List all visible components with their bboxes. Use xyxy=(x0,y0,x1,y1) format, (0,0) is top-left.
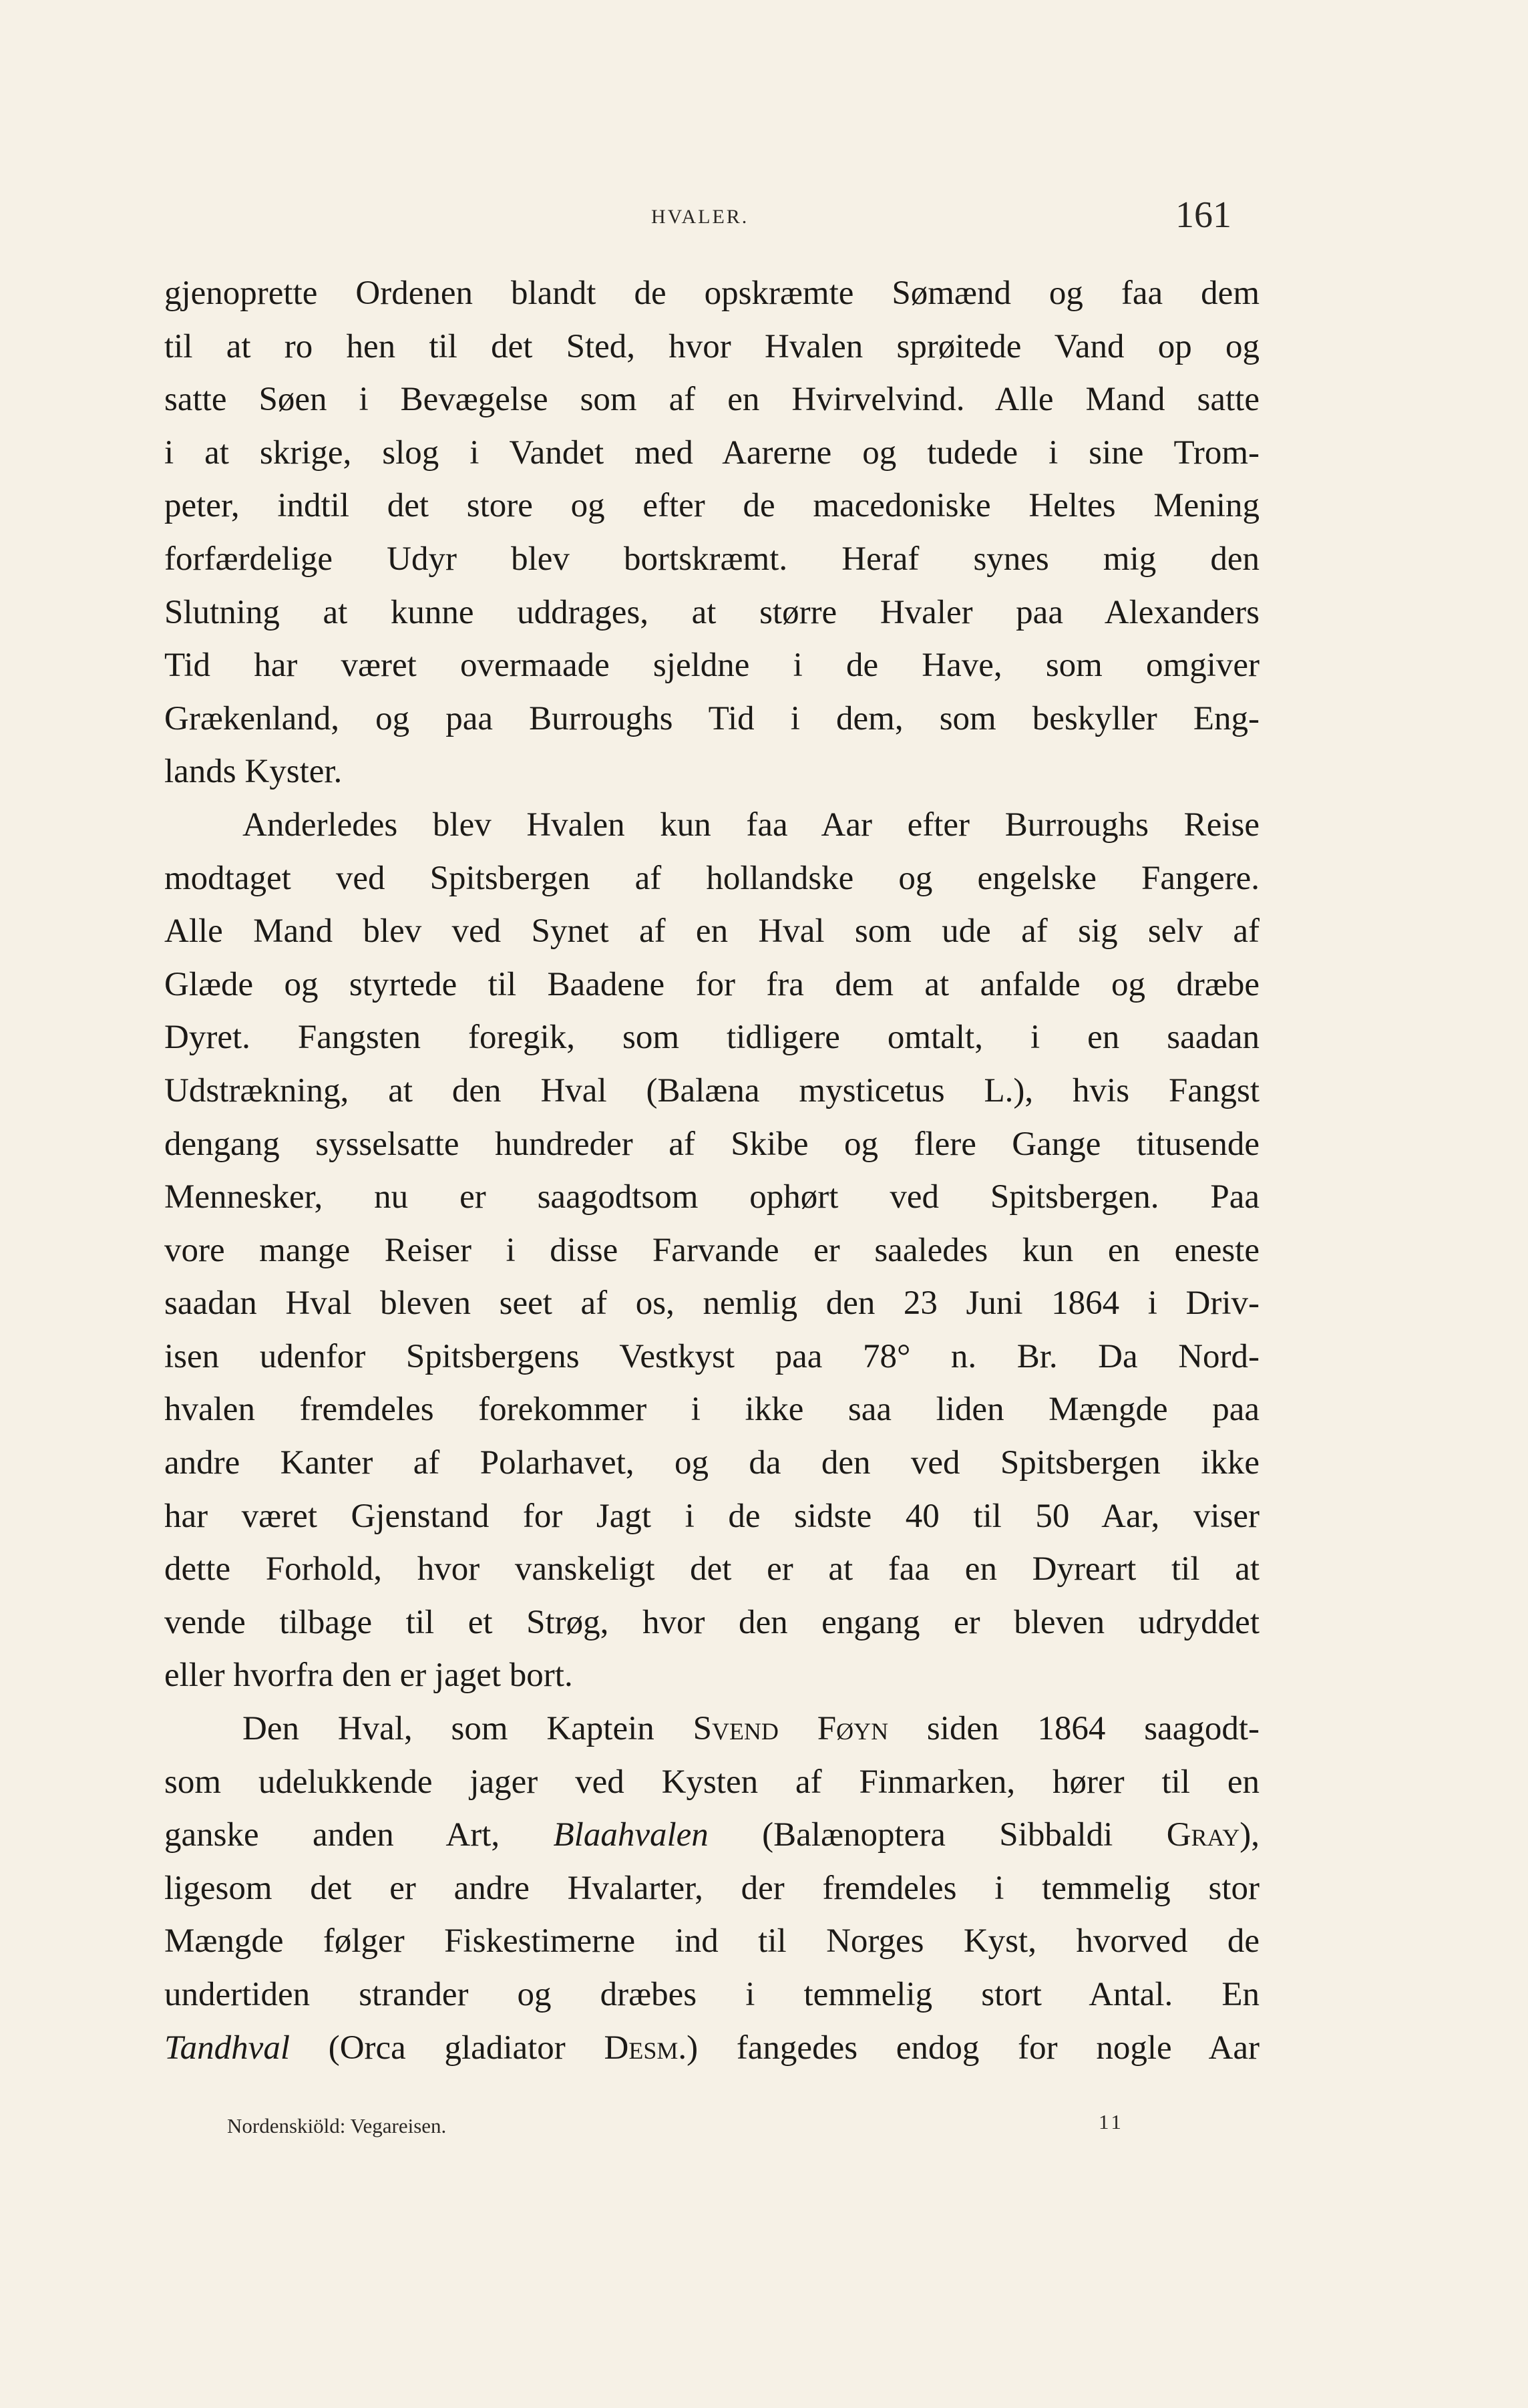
text-line: dette Forhold, hvor vanskeligt det er at faa en Dyreart til at xyxy=(164,1550,1260,1588)
page-footer xyxy=(0,2101,1528,2141)
text-line: til at ro hen til det Sted, hvor Hvalen sprøitede Vand op og xyxy=(164,327,1260,365)
text-run: (Orca gladiator xyxy=(290,2029,604,2067)
text-line: Glæde og styrtede til Baadene for fra dem at anfalde og dræbe xyxy=(164,965,1260,1003)
species-name-italic: Tandhval xyxy=(164,2029,290,2067)
paragraph-1 xyxy=(164,267,1260,799)
body-text xyxy=(164,267,1260,2075)
text-line: vore mange Reiser i disse Farvande er saaledes kun en eneste xyxy=(164,1231,1260,1269)
text-line: satte Søen i Bevægelse som af en Hvirvelvind. Alle Mand satte xyxy=(164,381,1260,419)
text-line: eller hvorfra den er jaget bort. xyxy=(164,1657,573,1695)
text-line: har været Gjenstand for Jagt i de sidste 40 til 50 Aar, viser xyxy=(164,1497,1260,1535)
text-line: Alle Mand blev ved Synet af en Hval som ude af sig selv af xyxy=(164,912,1260,951)
text-run: ), xyxy=(1239,1816,1260,1854)
person-name-smallcaps: Svend Føyn xyxy=(693,1710,889,1748)
text-line: som udelukkende jager ved Kysten af Finmarken, hører til en xyxy=(164,1763,1260,1801)
text-line: peter, indtil det store og efter de macedoniske Heltes Mening xyxy=(164,487,1260,525)
text-line: Tid har været overmaade sjeldne i de Have, som omgiver xyxy=(164,647,1260,685)
page-header xyxy=(0,194,1528,240)
text-line: hvalen fremdeles forekommer i ikke saa liden Mængde paa xyxy=(164,1391,1260,1429)
species-name-italic: Blaahvalen xyxy=(553,1816,709,1854)
text-line: Slutning at kunne uddrages, at større Hvaler paa Alexanders xyxy=(164,593,1260,631)
text-line: saadan Hval bleven seet af os, nemlig den 23 Juni 1864 i Driv- xyxy=(164,1284,1260,1323)
text-line: modtaget ved Spitsbergen af hollandske og engelske Fangere. xyxy=(164,859,1260,897)
text-line: Grækenland, og paa Burroughs Tid i dem, som beskyller Eng- xyxy=(164,699,1260,737)
text-line xyxy=(164,2022,1260,2075)
paragraph-2 xyxy=(164,799,1260,1703)
paragraph-3 xyxy=(164,1703,1260,2075)
text-line: i at skrige, slog i Vandet med Aarerne og tudede i sine Trom- xyxy=(164,434,1260,472)
text-run: Den Hval, som Kaptein xyxy=(242,1710,693,1748)
text-line: Mennesker, nu er saagodtsom ophørt ved Spitsbergen. Paa xyxy=(164,1178,1260,1216)
text-line: isen udenfor Spitsbergens Vestkyst paa 78° n. Br. Da Nord- xyxy=(164,1337,1260,1375)
text-line: gjenoprette Ordenen blandt de opskræmte Sømænd og faa dem xyxy=(164,275,1260,312)
author-name-smallcaps: Desm. xyxy=(604,2029,687,2067)
running-head: HVALER. xyxy=(651,206,749,228)
text-line xyxy=(164,1703,1260,1756)
signature-number: 11 xyxy=(1099,2110,1124,2133)
text-line: lands Kyster. xyxy=(164,753,343,791)
author-name-smallcaps: Gray xyxy=(1166,1816,1240,1854)
text-run: ganske anden Art, xyxy=(164,1816,554,1854)
text-line: Anderledes blev Hvalen kun faa Aar efter Burroughs Reise xyxy=(242,806,1260,844)
page-number: 161 xyxy=(1175,194,1231,236)
text-line: Mængde følger Fiskestimerne ind til Norges Kyst, hvorved de xyxy=(164,1922,1260,1960)
text-run: siden 1864 saagodt- xyxy=(888,1710,1260,1748)
text-line xyxy=(164,1809,1260,1862)
text-line: ligesom det er andre Hvalarter, der fremdeles i temmelig stor xyxy=(164,1869,1260,1907)
text-line: Udstrækning, at den Hval (Balæna mysticetus L.), hvis Fangst xyxy=(164,1071,1260,1109)
text-run: ) fangedes endog for nogle Aar xyxy=(687,2029,1260,2067)
text-line: dengang sysselsatte hundreder af Skibe og flere Gange titusende xyxy=(164,1125,1260,1163)
signature-mark: Nordenskiöld: Vegareisen. xyxy=(227,2114,447,2137)
text-run: (Balænoptera Sibbaldi xyxy=(708,1816,1167,1854)
text-line: andre Kanter af Polarhavet, og da den ved Spitsbergen ikke xyxy=(164,1444,1260,1482)
text-line: forfærdelige Udyr blev bortskræmt. Heraf synes mig den xyxy=(164,540,1260,578)
text-line: undertiden strander og dræbes i temmelig stort Antal. En xyxy=(164,1976,1260,2013)
text-line: Dyret. Fangsten foregik, som tidligere omtalt, i en saadan xyxy=(164,1019,1260,1057)
text-line: vende tilbage til et Strøg, hvor den engang er bleven udryddet xyxy=(164,1603,1260,1641)
